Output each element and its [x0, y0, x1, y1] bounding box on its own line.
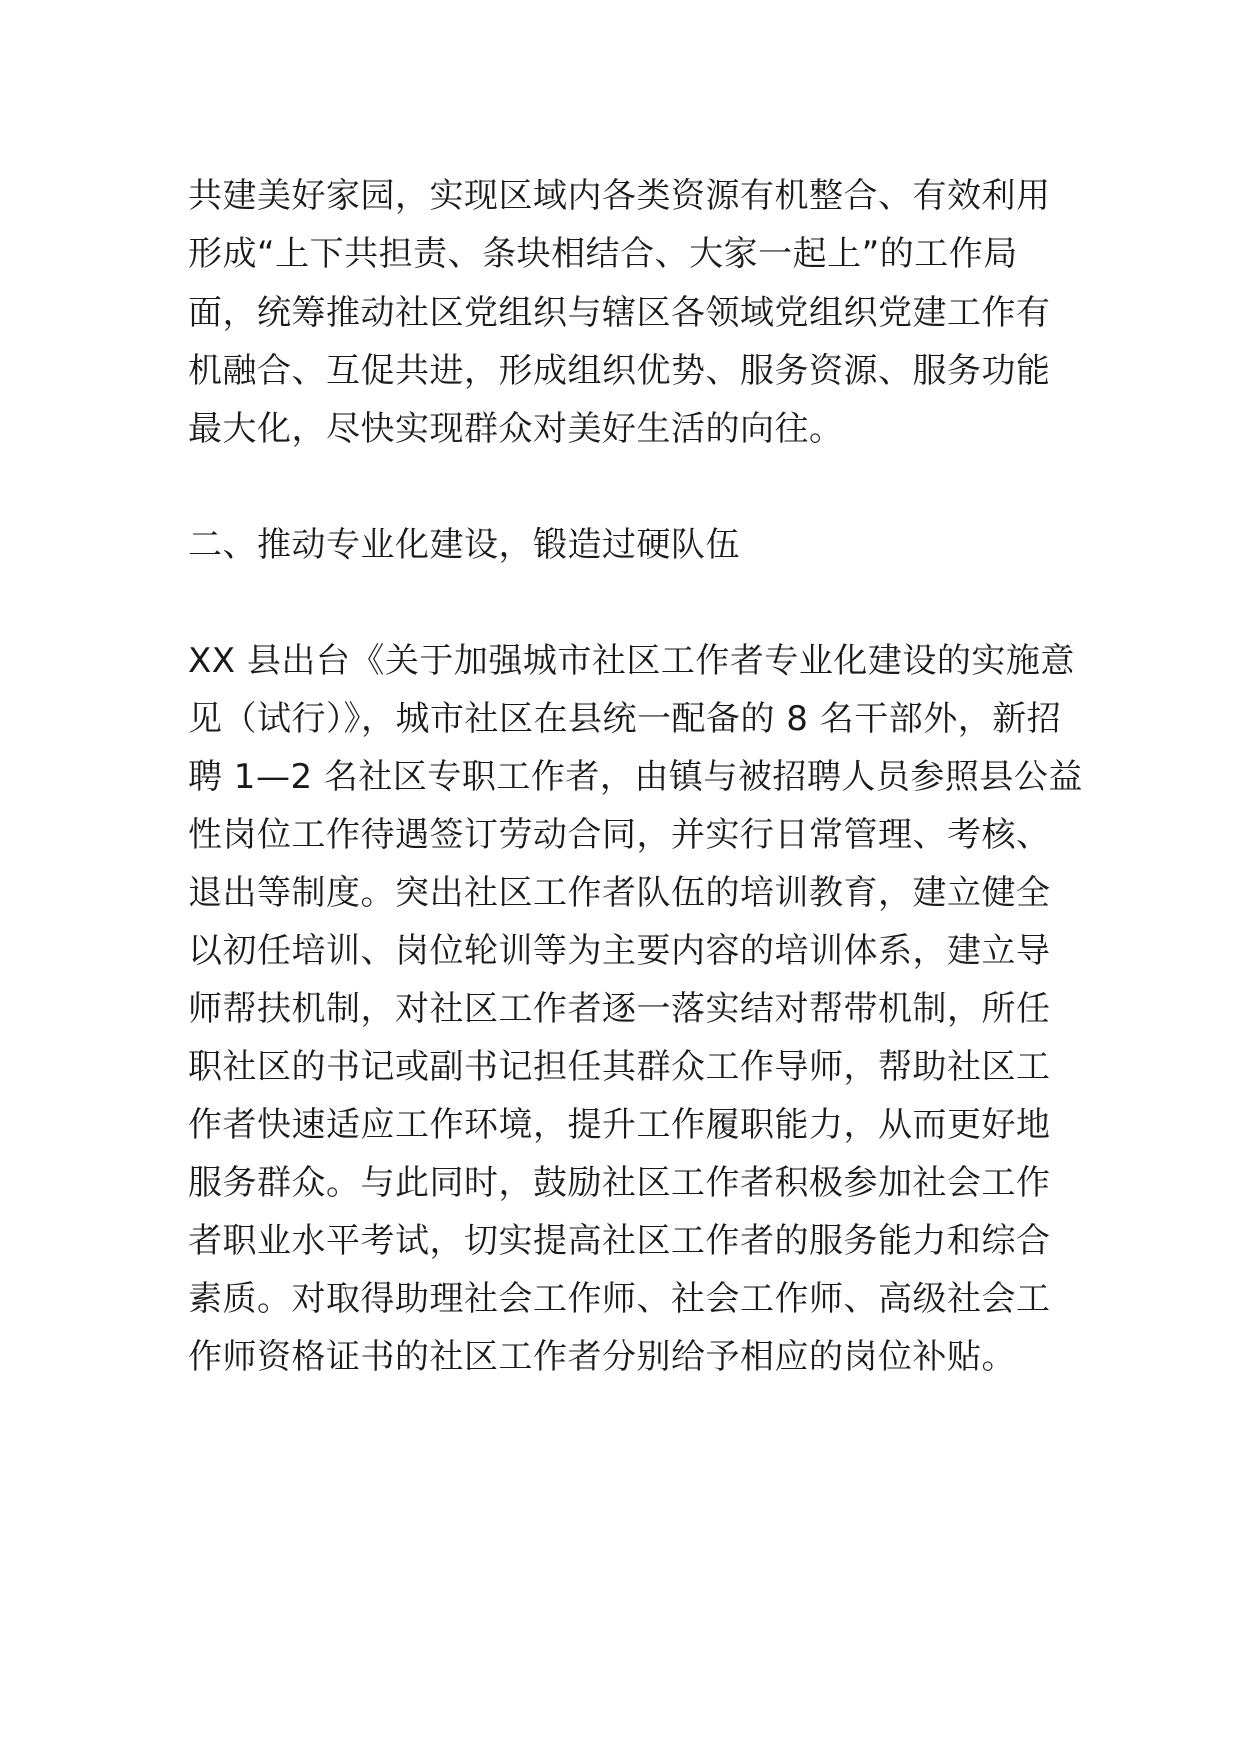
- paragraph-2-line-1: XX 县出台《关于加强城市社区工作者专业化建设的实施意: [188, 641, 1075, 681]
- paragraph-2-line-7: 师帮扶机制，对社区工作者逐一落实结对帮带机制，所任: [188, 989, 1051, 1029]
- paragraph-1-line-1: 共建美好家园，实现区域内各类资源有机整合、有效利用: [188, 176, 1051, 216]
- paragraph-2-line-3: 聘 1—2 名社区专职工作者，由镇与被招聘人员参照县公益: [188, 757, 1083, 797]
- paragraph-2-line-11: 者职业水平考试，切实提高社区工作者的服务能力和综合: [188, 1221, 1051, 1261]
- section-heading: 二、推动专业化建设，锻造过硬队伍: [188, 525, 740, 565]
- paragraph-1-line-2: 形成“上下共担责、条块相结合、大家一起上”的工作局: [188, 234, 1018, 274]
- paragraph-2-line-4: 性岗位工作待遇签订劳动合同，并实行日常管理、考核、: [188, 815, 1051, 855]
- paragraph-2-line-13: 作师资格证书的社区工作者分别给予相应的岗位补贴。: [188, 1337, 1016, 1377]
- paragraph-1-line-3: 面，统筹推动社区党组织与辖区各领域党组织党建工作有: [188, 293, 1051, 333]
- paragraph-2-line-9: 作者快速适应工作环境，提升工作履职能力，从而更好地: [188, 1105, 1051, 1145]
- paragraph-2-line-6: 以初任培训、岗位轮训等为主要内容的培训体系，建立导: [188, 931, 1051, 971]
- paragraph-1-line-5: 最大化，尽快实现群众对美好生活的向往。: [188, 409, 844, 449]
- paragraph-2-line-5: 退出等制度。突出社区工作者队伍的培训教育，建立健全: [188, 873, 1051, 913]
- paragraph-1-line-4: 机融合、互促共进，形成组织优势、服务资源、服务功能: [188, 351, 1051, 391]
- paragraph-2-line-12: 素质。对取得助理社会工作师、社会工作师、高级社会工: [188, 1279, 1051, 1319]
- paragraph-2-line-10: 服务群众。与此同时，鼓励社区工作者积极参加社会工作: [188, 1163, 1051, 1203]
- paragraph-2-line-2: 见（试行）》，城市社区在县统一配备的 8 名干部外，新招: [188, 699, 1062, 739]
- paragraph-2-line-8: 职社区的书记或副书记担任其群众工作导师，帮助社区工: [188, 1047, 1051, 1087]
